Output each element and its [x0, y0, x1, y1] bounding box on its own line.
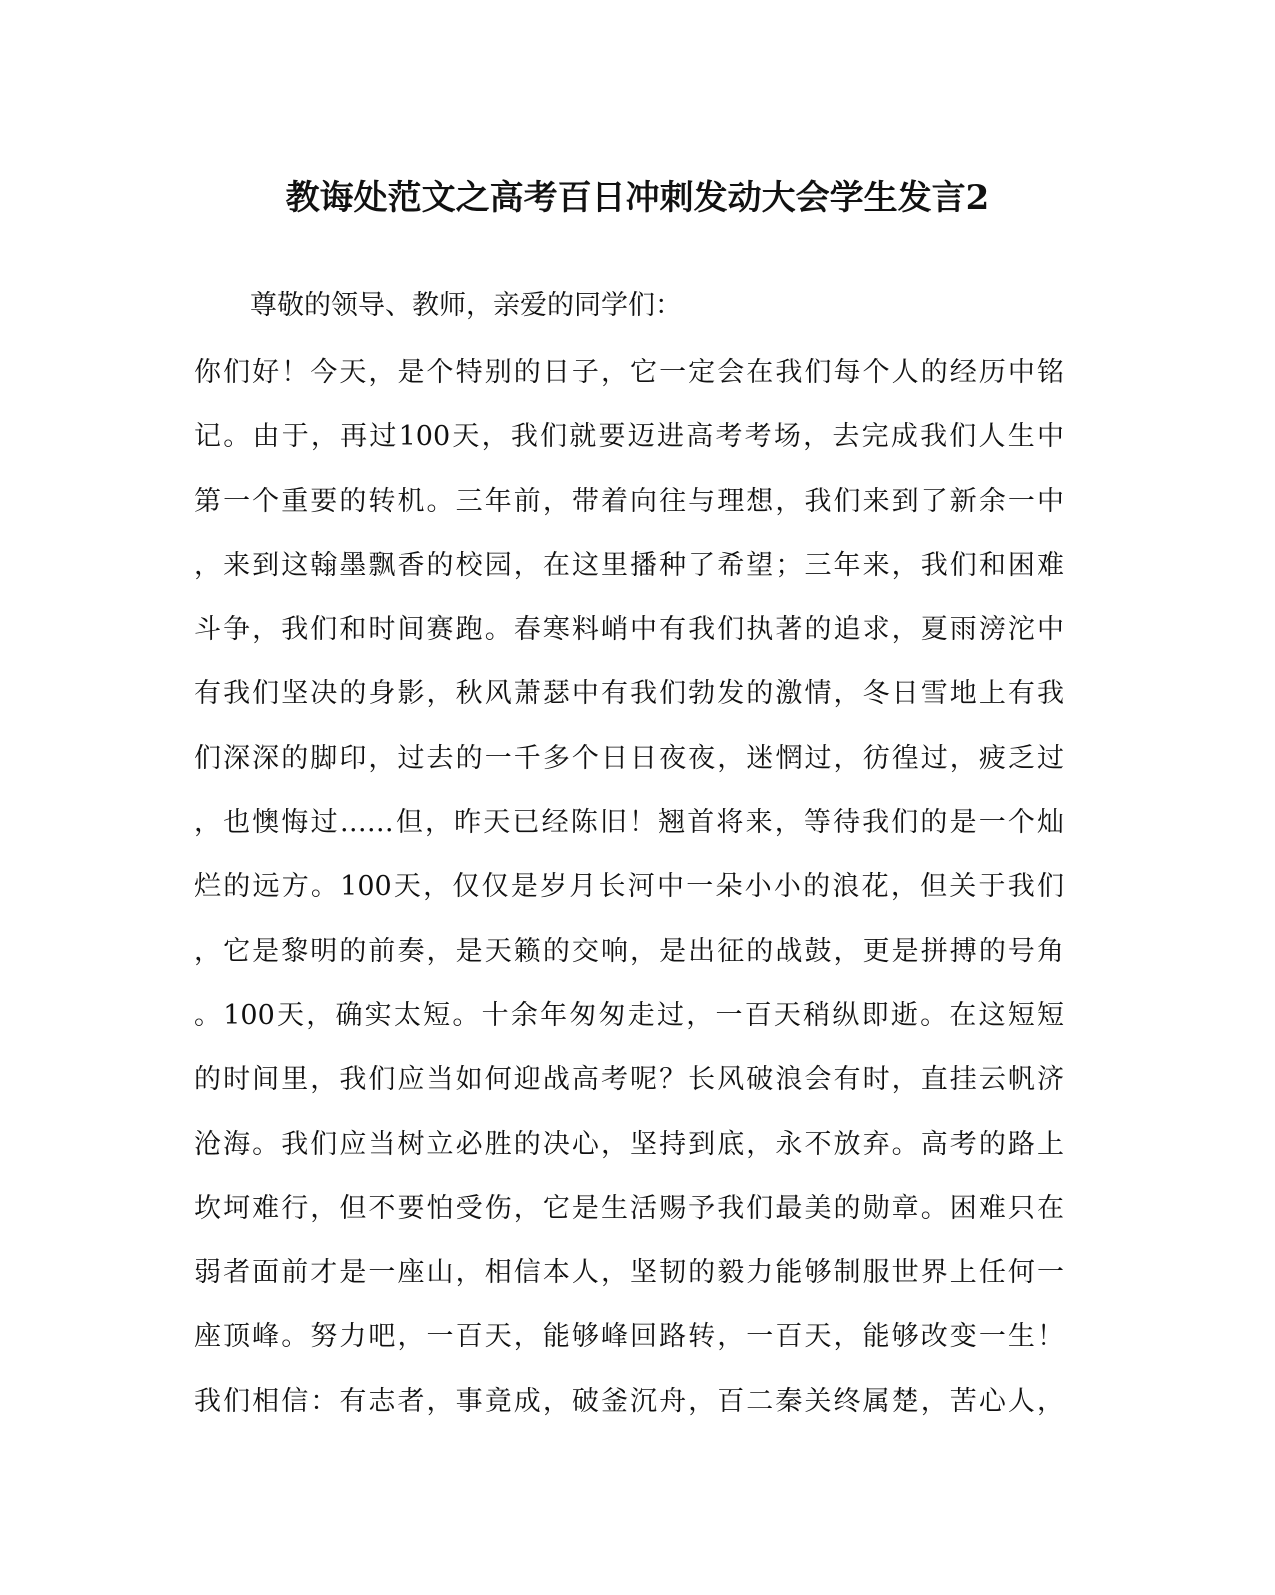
body-line: 坎坷难行，但不要怕受伤，它是生活赐予我们最美的勋章。困难只在 — [194, 1192, 1064, 1224]
body-line: 斗争，我们和时间赛跑。春寒料峭中有我们执著的追求，夏雨滂沱中 — [194, 614, 1064, 646]
body-line: 弱者面前才是一座山，相信本人，坚韧的毅力能够制服世界上任何一 — [194, 1257, 1064, 1289]
body-line: 沧海。我们应当树立必胜的决心，坚持到底，永不放弃。高考的路上 — [194, 1128, 1064, 1160]
body-line: 第一个重要的转机。三年前，带着向往与理想，我们来到了新余一中 — [194, 485, 1064, 517]
body-line: 座顶峰。努力吧，一百天，能够峰回路转，一百天，能够改变一生！ — [194, 1321, 1064, 1353]
body-line: 记。由于，再过100天，我们就要迈进高考考场，去完成我们人生中 — [194, 421, 1064, 453]
salutation: 尊敬的领导、教师，亲爱的同学们： — [250, 290, 682, 321]
body-line: ，来到这翰墨飘香的校园，在这里播种了希望；三年来，我们和困难 — [194, 549, 1064, 581]
body-line: ，它是黎明的前奏，是天籁的交响，是出征的战鼓，更是拼搏的号角 — [194, 935, 1064, 967]
body-line: 烂的远方。100天，仅仅是岁月长河中一朵小小的浪花，但关于我们 — [194, 871, 1064, 903]
body-line: 们深深的脚印，过去的一千多个日日夜夜，迷惘过，彷徨过，疲乏过 — [194, 742, 1064, 774]
document-title: 教诲处范文之高考百日冲刺发动大会学生发言2 — [285, 178, 990, 218]
body-text — [194, 341, 1064, 1434]
body-line: 有我们坚决的身影，秋风萧瑟中有我们勃发的激情，冬日雪地上有我 — [194, 678, 1064, 710]
body-line: 你们好！今天，是个特别的日子，它一定会在我们每个人的经历中铭 — [194, 357, 1064, 388]
body-line: 的时间里，我们应当如何迎战高考呢？长风破浪会有时，直挂云帆济 — [194, 1064, 1064, 1096]
body-line: ，也懊悔过……但，昨天已经陈旧！翘首将来，等待我们的是一个灿 — [194, 807, 1064, 839]
body-line: 。100天，确实太短。十余年匆匆走过，一百天稍纵即逝。在这短短 — [194, 999, 1064, 1031]
body-line: 我们相信：有志者，事竟成，破釜沉舟，百二秦关终属楚，苦心人， — [194, 1385, 1064, 1417]
